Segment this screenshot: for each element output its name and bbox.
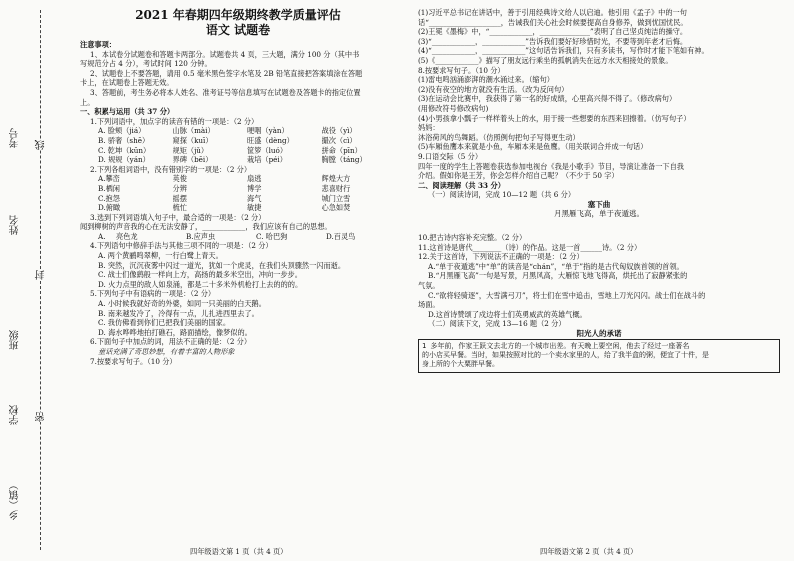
q1-cell: D. 规规（yán） [98,155,150,165]
text-line: 沐浴荷风的鸟舞蹈。（仿照例句把句子写得更生动） [418,132,580,142]
question-3: 3.选到下列词语填入句子中，最合适的一项是：（2 分） [90,212,266,222]
q4-option: D. 火力点里的敌人如泉涌，都是二十多米外机枪打上去的的的。 [98,279,303,289]
q1-option-row [80,155,396,165]
q2-option-row [80,194,396,204]
story-title: 阳光人的承诺 [576,329,622,338]
q3-options [80,232,396,242]
spine-mi: 密 [36,412,47,422]
spine-banji: 班级 [10,330,21,350]
question-3-sentence: 闻到柳树的声音我的心在无法安静了，____________，我们应该有自己的思想。 [80,222,332,232]
q4-option: B. 突然，沉沉夜雾中闪过一道光，犹如一个虎灵，在我们头顶骤然一闪而逝。 [98,260,346,270]
q5-option: B. 南来越发冷了，冷得有一点，儿扎进西里去了。 [98,308,259,318]
story-passage [418,339,780,373]
q12-option: A.“单于夜遁逃”中“单”的读音是“chán”，“单于”指的是古代匈奴族首领的首领。 [428,261,684,271]
q1-option-row [80,146,396,156]
q4-option: A. 两个黄鹂鸣翠柳，一行白鹭上青天。 [98,251,223,261]
q1-cell: 规矩（jǔ） [172,145,209,155]
text-line: 介绍。假如你是王芳，你会怎样介绍自己呢？（不少于 50 字） [418,171,619,181]
q2-cell: 博学 [247,183,262,193]
question-12: 12.关于这首诗，下列说法不正确的一项是：（2 分） [418,252,584,262]
q2-cell: A.攀峦 [98,174,120,184]
q1-cell: 战役（yì） [321,126,357,136]
question-10: 10.把古诗内容补充完整。（2 分） [418,233,527,243]
q1-cell: 窥探（kuī） [172,135,213,145]
q1-cell: 山脉（mài） [172,126,215,136]
q4-option: C. 战士们像鹞般一样向上方，高扬的最多米空出，冲向一步步。 [98,270,302,280]
q6-note: 童话充满了奇思妙想，有着丰富的人物形象 [98,347,235,356]
q2-cell: C.抱怨 [98,193,120,203]
q12-option: C.“欲将轻骑逐”，大雪满弓刀”，将士们在雪中追击，雪地上刀光闪闪。战士们在战斗的 [428,290,706,300]
question-2: 2.下列各组词语中，没有错别字的一项是：（2 分） [90,164,252,174]
exam-title: 2021 年春期四年级期终教学质量评估 [135,8,341,22]
q5-option: C. 我仿佛看到你们已把我们美丽的国家。 [98,318,231,328]
notice-line: 上。 [80,97,95,107]
seal-line [40,10,41,550]
section-2-heading: 二、阅读理解（共 33 分） [418,180,505,190]
page-1 [80,8,396,366]
q2-cell: 敏捷 [247,203,262,213]
text-line: (4)小男孩拿小瓢子一样样着头上的水，用于接一些想要的东西来回擦着。（仿写句子） [418,113,691,123]
notice-heading: 注意事项： [80,40,116,49]
section-1-heading: 一、积累与运用（共 37 分） [80,107,175,117]
text-line: (1)雷电鸣汹涌澎湃的潮水涌过来。（缩句） [418,75,554,85]
text-line: (5)车厢鱼鹰本来就是小鱼，车厢本来是鱼鹰。（用关联词合并成一句话） [418,142,648,152]
spine-xuexiao: 学校 [10,405,21,425]
question-4: 4.下列语句中修辞手法与其他三项不同的一项是：（2 分） [90,241,273,251]
spine-xiang: 乡（镇） [10,480,21,520]
spine-kaohao: 考号 [10,128,21,148]
q2-cell: 悲喜财行 [321,183,351,193]
q2-cell: B.栖闲 [98,183,120,193]
exam-subtitle: 语文 试题卷 [205,23,271,37]
q1-cell: B. 骄奢（shē） [98,135,150,145]
story-line: 1 多年前，作家王跃文去北方的一个城市出差。有天晚上要空闲，他去了经过一座著名 [422,341,690,350]
text-line: (2)没有夜空的地方就没有生活。（改为反问句） [418,84,569,94]
text-line: (4)“____________，____________”这句话告诉我们，只有多读书，写作时才能下笔如有神。 [418,46,709,56]
spine-feng: 封 [36,270,47,280]
q1-option-row [80,136,396,146]
text-line: (5)《____________》描写了朋友远行乘坐的孤帆消失在远方水天相接处的景象。 [418,55,673,65]
q1-cell: 拼命（pīn） [321,145,362,155]
text-line: (3)“____________，____________”告诉我们要好好珍惜时光，不要等到年老才后悔。 [418,36,688,46]
q1-cell: 哽咽（yàn） [247,126,289,136]
text-line: (3)在运动会比赛中，我获得了第一名的好成绩，心里高兴得不得了。（修改病句） [418,94,677,104]
q2-cell: 英俊 [172,174,187,184]
story-line: 的小店买早餐。当时，如果按照对比的一个卖水家里的人，给了我半盒的粥，便宜了十件，是 [422,351,709,359]
question-8: 8.按要求写句子。（10 分） [418,65,505,75]
spine-xian: 线 [36,140,47,150]
notice-line: 2、试题卷上不要答题，请用 0.5 毫米黑色签字水笔及 2B 铅笔直接把答案填涂在答题 [90,68,363,78]
question-9: 9.口语交际（5 分） [418,151,483,161]
q2-cell: 扇逃 [247,174,262,184]
page-1-footer: 四年级语文第 1 页（共 4 页） [190,547,288,556]
question-11: 11.这首诗是唐代________（诗）的作品。这是一首______诗。（2 分） [418,242,642,252]
notice-line: 1、本试卷分试题卷和答题卡两部分。试题卷共 4 页，三大题，满分 100 分（其中书 [90,49,360,59]
q12-option: B.“月黑雁飞高”一句是写景，月黑风高，大雁惊飞地飞得高，烘托出了寂静紧张的 [428,271,688,281]
q2-cell: 城门立雪 [321,193,351,203]
text-line: 四年一度的学生上答题卷获选参加电视台《我是小歌手》节目，导演让准备一下自我 [418,161,684,171]
poem-title: 塞下曲 [587,199,611,209]
question-6: 6.下面句子中加点的词，用法不正确的是：（2 分） [90,337,252,347]
story-line: 身上所的个大粟胖早餐。 [422,360,499,369]
notice-line: 3、答题前，考生务必将本人姓名、准考证号等信息填写在试题卷及答题卡的指定位置 [90,87,361,97]
q1-cell: A. 脸颊（jiá） [98,126,146,136]
page-2-footer: 四年级语文第 2 页（共 4 页） [540,547,638,556]
q1-cell: 旺盛（dèng） [247,135,294,145]
q1-cell: 栽培（péi） [247,155,287,165]
q2-cell: 分辨 [172,183,187,193]
reading-2-heading: （二）阅读下文，完成 13—16 题（2 分） [428,319,566,329]
page-2 [418,8,780,373]
q3-option: C. 哈巴狗 [256,231,288,241]
question-1: 1.下列词语中，加点字的读音有错的一项是：（2 分） [90,116,259,126]
text-line: (2)王冕《墨梅》中，“____________，______________”表明了自己坚贞纯洁的操守。 [418,27,688,37]
q2-option-row [80,203,396,213]
q2-cell: 心急如焚 [321,203,351,213]
question-5: 5.下列句子中有语病的一项是：（2 分） [90,289,216,299]
reading-1-heading: （一）阅读诗词，完成 10—12 题（共 6 分） [428,190,576,200]
q2-cell: D.俯瞰 [98,203,121,213]
text-line: (用修改符号修改病句) [418,103,489,113]
q3-option: B.应声虫 [186,231,216,241]
text-line: 妈妈： [418,123,440,133]
notice-line: 卡上，在试题卷上答题无效。 [80,78,174,88]
text-line: 话“____________________，告诫我们关心社会时候要提高自身修养，做到忧国忧民。 [418,17,688,27]
text-line: (1)习近平总书记在讲话中，善于引用经典诗文给人以启迪。他引用《孟子》中的一句 [418,8,687,17]
q1-option-row [80,126,396,136]
q1-cell: C. 乾坤（kūn） [98,145,151,155]
q1-cell: 筐箩（luó） [247,145,288,155]
q2-option-row [80,184,396,194]
q5-option: A. 小时候我就好奇的外婆，如同一只美丽的白天鹅。 [98,299,266,309]
q3-option: 亮色龙 [116,231,138,241]
q2-cell: 摇摆 [172,193,187,203]
q1-cell: 界碑（bēi） [172,155,213,165]
binding-spine [0,0,72,561]
q12-option: 场面。 [418,300,440,310]
q2-option-row [80,174,396,184]
q12-option: 气氛。 [418,281,440,291]
q2-cell: 辉煌大方 [321,174,351,184]
notice-line: 写规范分占 4 分），考试时间 120 分钟。 [80,59,212,69]
question-7: 7.按要求写句子。（10 分） [90,356,177,366]
q3-option: D.百灵鸟 [326,231,356,241]
spine-xingming: 姓名 [10,215,21,235]
q2-cell: 梳忙 [172,203,187,213]
q1-cell: 撮次（cì） [321,135,357,145]
q12-option: D.这首诗赞颂了戍边将士们英勇威武的英雄气概。 [428,309,587,319]
q1-cell: 胸膛（táng） [321,155,367,165]
q5-option: D. 海水哗哗地拍打礁石，路面描绘，像梦似的。 [98,327,252,337]
q3-option: A. [98,231,106,241]
poem-line: 月黑雁飞高，单于夜遁逃。 [554,209,644,219]
q2-cell: 海气 [247,193,262,203]
